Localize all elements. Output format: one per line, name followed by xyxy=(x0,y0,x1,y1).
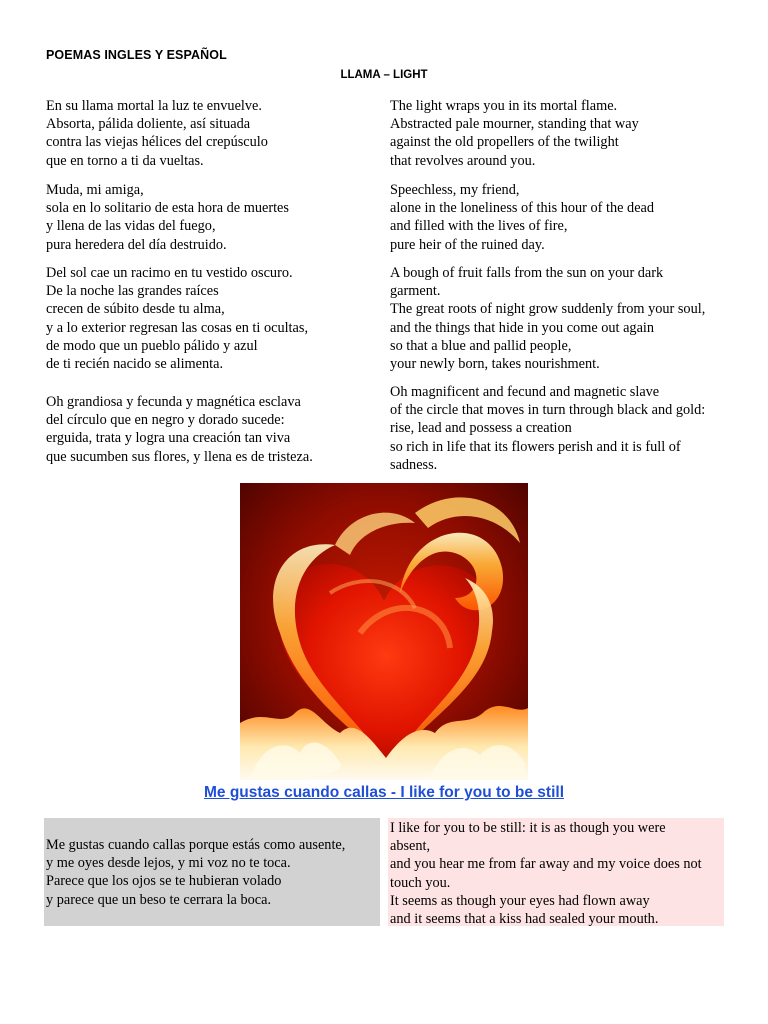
stanza-line: sola en lo solitario de esta hora de muertes xyxy=(46,200,289,217)
stanza-line: Del sol cae un racimo en tu vestido oscuro. xyxy=(46,265,293,281)
stanza-line: crecen de súbito desde tu alma, xyxy=(46,301,225,318)
stanza-line: Muda, mi amiga, xyxy=(46,182,144,198)
stanza-line: and it seems that a kiss had sealed your mouth. xyxy=(390,911,659,928)
stanza-line: Speechless, my friend, xyxy=(390,182,520,198)
spanish-stanza-2 xyxy=(46,181,376,254)
stanza-line: que en torno a ti da vueltas. xyxy=(46,152,204,169)
stanza-line: y llena de las vidas del fuego, xyxy=(46,218,216,235)
english-stanza-1 xyxy=(390,97,730,170)
stanza-line: que sucumben sus flores, y llena es de tristeza. xyxy=(46,448,313,465)
stanza-line: garment. xyxy=(390,283,441,300)
fire-heart-image xyxy=(240,483,528,780)
spanish-stanza-3 xyxy=(46,264,376,373)
english-stanza-3 xyxy=(390,264,730,373)
stanza-line: The light wraps you in its mortal flame. xyxy=(390,98,618,114)
stanza-line: rise, lead and possess a creation xyxy=(390,420,572,437)
stanza-line: and you hear me from far away and my voice does not xyxy=(390,856,702,873)
poem2-english-box xyxy=(388,818,724,926)
stanza-line: It seems as though your eyes had flown away xyxy=(390,892,650,909)
stanza-line: del círculo que en negro y dorado sucede: xyxy=(46,412,285,429)
stanza-line: and filled with the lives of fire, xyxy=(390,218,568,235)
stanza-line: Oh grandiosa y fecunda y magnética esclava xyxy=(46,394,301,410)
stanza-line: touch you. xyxy=(390,874,451,891)
spanish-stanza-4 xyxy=(46,393,376,466)
stanza-line: contra las viejas hélices del crepúsculo xyxy=(46,134,268,151)
stanza-line: pure heir of the ruined day. xyxy=(390,236,545,253)
stanza-line: of the circle that moves in turn through black and gold: xyxy=(390,402,706,419)
stanza-line: y a lo exterior regresan las cosas en ti ocultas, xyxy=(46,319,309,336)
english-stanza-4 xyxy=(390,383,730,474)
stanza-line: so that a blue and pallid people, xyxy=(390,337,572,354)
stanza-line: The great roots of night grow suddenly from your soul, xyxy=(390,301,706,318)
stanza-line: de modo que un pueblo pálido y azul xyxy=(46,337,258,354)
stanza-line: alone in the loneliness of this hour of the dead xyxy=(390,200,655,217)
stanza-line: de ti recién nacido se alimenta. xyxy=(46,356,224,373)
stanza-line: absent, xyxy=(390,838,431,855)
stanza-line: pura heredera del día destruido. xyxy=(46,236,227,253)
poem2-title-link[interactable]: Me gustas cuando callas - I like for you to be still xyxy=(203,784,565,801)
stanza-line: I like for you to be still: it is as though you were xyxy=(390,820,666,836)
stanza-line: Me gustas cuando callas porque estás como ausente, xyxy=(46,837,346,853)
spanish-stanza-1 xyxy=(46,97,376,170)
stanza-line: so rich in life that its flowers perish and it is full of xyxy=(390,438,681,455)
stanza-line: Oh magnificent and fecund and magnetic slave xyxy=(390,384,660,400)
document-title: POEMAS INGLES Y ESPAÑOL xyxy=(46,48,227,62)
stanza-line: y me oyes desde lejos, y mi voz no te toca. xyxy=(46,855,291,872)
stanza-line: erguida, trata y logra una creación tan viva xyxy=(46,430,291,447)
stanza-line: sadness. xyxy=(390,456,438,473)
stanza-line: y parece que un beso te cerrara la boca. xyxy=(46,891,272,908)
stanza-line: De la noche las grandes raíces xyxy=(46,283,219,300)
poem-subtitle: LLAMA – LIGHT xyxy=(340,69,428,81)
stanza-line: and the things that hide in you come out again xyxy=(390,319,655,336)
english-stanza-2 xyxy=(390,181,730,254)
poem2-spanish-box xyxy=(44,818,380,926)
stanza-line: that revolves around you. xyxy=(390,152,536,169)
stanza-line: your newly born, takes nourishment. xyxy=(390,356,600,373)
stanza-line: En su llama mortal la luz te envuelve. xyxy=(46,98,262,114)
stanza-line: Absorta, pálida doliente, así situada xyxy=(46,116,251,133)
stanza-line: Abstracted pale mourner, standing that way xyxy=(390,116,639,133)
stanza-line: against the old propellers of the twilight xyxy=(390,134,619,151)
stanza-line: A bough of fruit falls from the sun on your dark xyxy=(390,265,664,281)
stanza-line: Parece que los ojos se te hubieran volado xyxy=(46,873,282,890)
